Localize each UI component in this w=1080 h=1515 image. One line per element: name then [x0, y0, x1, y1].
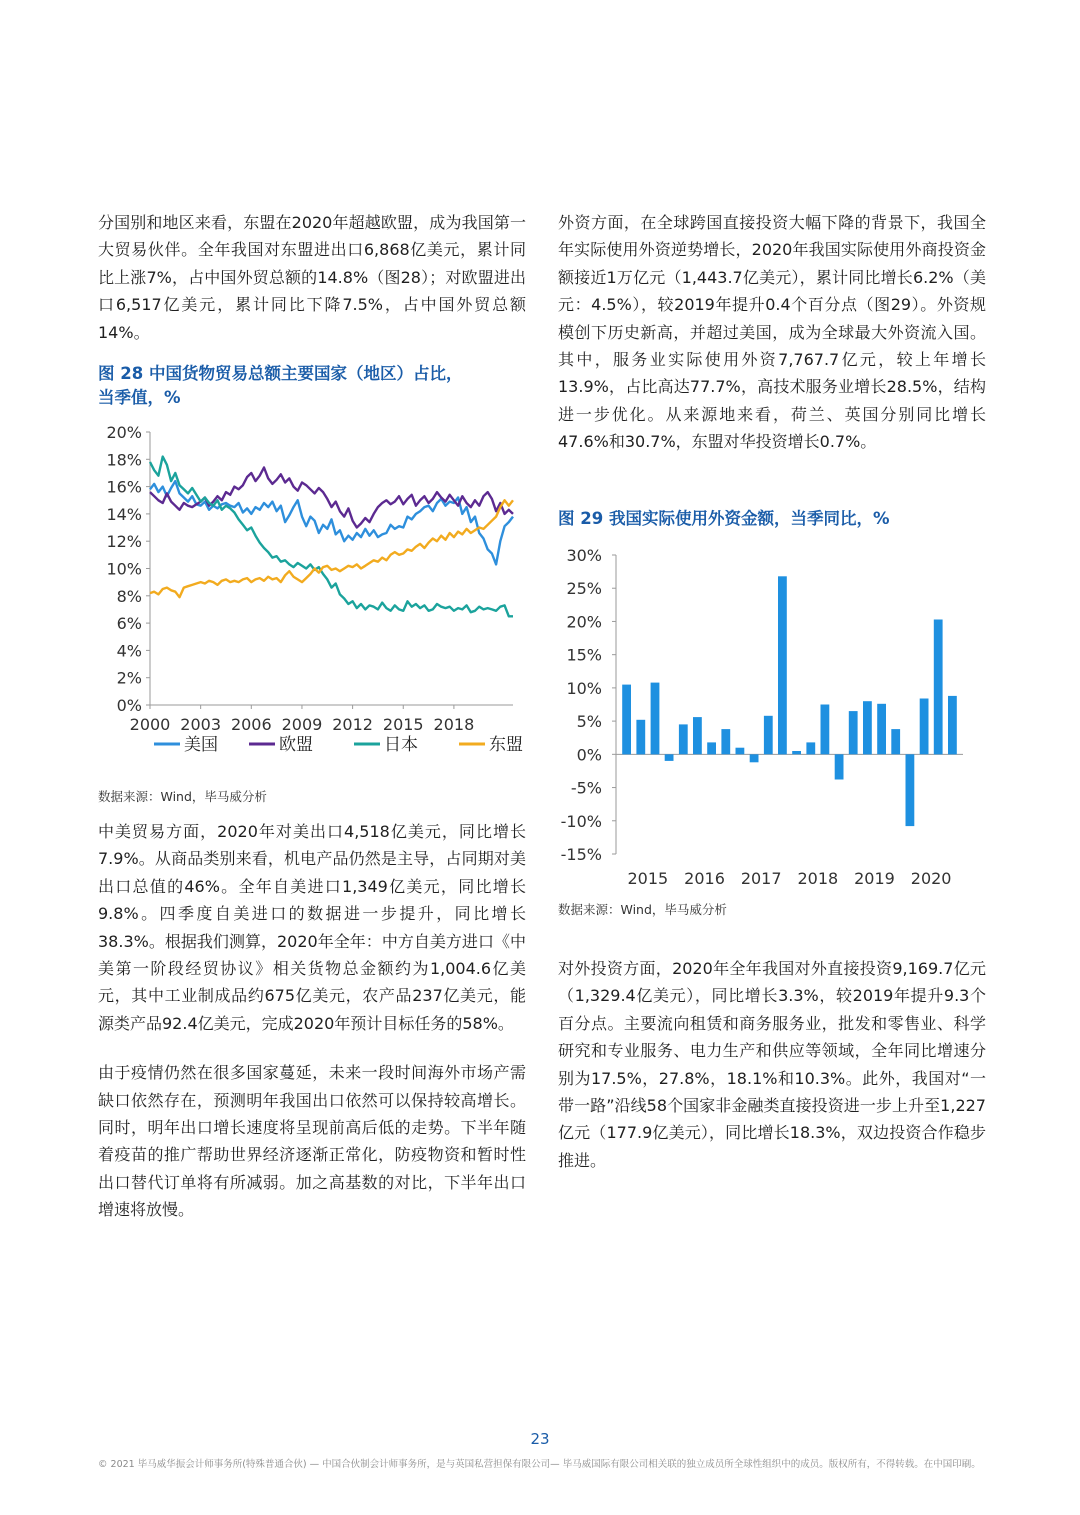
paragraph-outbound-investment: 对外投资方面，2020年全年我国对外直接投资9,169.7亿元（1,329.4亿美元），同比增长3.3%，较2019年提升9.3个百分点。主要流向租赁和商务服务业，批发和零售业、科学研究和专业服务、电力生产和供应等领域，全年同比增速分别为17.5%，27.8%，18.1%和10.3%。此外，我国对“一带一路”沿线58个国家非金融类直接投资进一步上升至1,227亿元（177.9亿美元），同比增长18.3%，双边投资合作稳步推进。 [558, 959, 986, 1170]
bar-2016Q1 [679, 724, 688, 754]
bar-2015Q1 [622, 685, 631, 755]
bar-2020Q3 [934, 620, 943, 755]
left-column-lower [98, 818, 526, 1224]
page-number: 23 [530, 1430, 550, 1448]
x-tick-label: 2019 [854, 869, 895, 888]
x-tick-label: 2016 [684, 869, 725, 888]
figure-29-title: 图 29 我国实际使用外资金额，当季同比，% [558, 509, 890, 528]
x-tick-label: 2009 [281, 715, 323, 734]
x-tick-label: 2018 [797, 869, 839, 888]
y-tick-label: 4% [116, 641, 142, 661]
figure-28-title [98, 362, 528, 410]
y-tick-label: 0% [116, 696, 142, 715]
legend-label-0: 美国 [184, 735, 218, 755]
figure-28-title-line1: 图 28 中国货物贸易总额主要国家（地区）占比， [98, 364, 463, 383]
bar-2019Q4 [891, 729, 900, 754]
legend-label-2: 日本 [384, 735, 418, 755]
y-tick-label: 30% [566, 546, 602, 565]
bar-2019Q1 [849, 711, 858, 754]
bar-2016Q4 [721, 729, 730, 754]
figure-28-line-chart [98, 420, 538, 770]
right-column [558, 209, 986, 456]
x-tick-label: 2017 [740, 869, 782, 888]
series-line-0 [150, 481, 513, 564]
paragraph-foreign-investment: 外资方面，在全球跨国直接投资大幅下降的背景下，我国全年实际使用外资逆势增长，2020年我国实际使用外商投资金额接近1万亿元（1,443.7亿美元），累计同比增长6.2%（美元：4.5%），较2019年提升0.4个百分点（图29）。外资规模创下历史新高，并超过美国，成为全球最大外资流入国。其中，服务业实际使用外资7,767.7亿元，较上年增长13.9%，占比高达77.7%，高技术服务业增长28.5%，结构进一步优化。从来源地来看，荷兰、英国分别同比增长47.6%和30.7%，东盟对华投资增长0.7%。 [558, 213, 986, 452]
figure-28-title-line2: 当季值，% [98, 388, 181, 407]
y-tick-label: 12% [106, 532, 142, 552]
y-tick-label: 14% [106, 504, 142, 524]
legend-label-3: 东盟 [489, 735, 523, 755]
left-column [98, 209, 526, 346]
bar-2015Q2 [636, 720, 645, 755]
bar-2018Q3 [821, 705, 830, 755]
bar-2020Q4 [948, 696, 957, 755]
y-tick-label: 10% [106, 559, 142, 579]
series-line-2 [150, 457, 513, 617]
y-tick-label: 6% [116, 614, 142, 634]
right-column-lower [558, 955, 986, 1174]
x-tick-label: 2006 [230, 715, 272, 734]
bar-2015Q4 [665, 754, 674, 761]
bar-2018Q4 [835, 754, 844, 779]
y-tick-label: 16% [106, 477, 142, 497]
figure-29-bar-chart [558, 545, 978, 895]
legend-label-1: 欧盟 [279, 735, 313, 755]
bar-2019Q2 [863, 701, 872, 754]
bar-2019Q3 [877, 704, 886, 755]
y-tick-label: 25% [566, 579, 602, 599]
figure-28-source: 数据来源：Wind，毕马威分析 [98, 789, 267, 804]
y-tick-label: -10% [560, 811, 602, 831]
bar-2017Q3 [764, 716, 773, 755]
paragraph-export-outlook: 由于疫情仍然在很多国家蔓延，未来一段时间海外市场产需缺口依然存在，预测明年我国出口依然可以保持较高增长。同时，明年出口增长速度将呈现前高后低的走势。下半年随着疫苗的推广帮助世界经济逐渐正常化，防疫物资和暂时性出口替代订单将有所减弱。加之高基数的对比，下半年出口增速将放慢。 [98, 1063, 526, 1220]
bar-2017Q4 [778, 576, 787, 754]
bar-2020Q1 [906, 754, 915, 826]
bar-2020Q2 [920, 699, 929, 755]
y-tick-label: 2% [116, 668, 142, 688]
x-tick-label: 2012 [332, 715, 373, 734]
y-tick-label: 5% [576, 712, 602, 732]
y-tick-label: 20% [566, 612, 602, 632]
bar-2017Q1 [736, 748, 745, 755]
y-tick-label: 15% [566, 645, 602, 665]
bar-2017Q2 [750, 754, 759, 762]
x-tick-label: 2020 [910, 869, 952, 888]
bar-2018Q2 [806, 742, 815, 754]
y-tick-label: -5% [570, 778, 602, 798]
y-tick-label: 18% [106, 450, 142, 470]
bar-2016Q3 [707, 742, 716, 754]
bar-2016Q2 [693, 717, 702, 754]
y-tick-label: 20% [106, 423, 142, 442]
y-tick-label: 8% [116, 586, 142, 606]
x-tick-label: 2015 [627, 869, 669, 888]
x-tick-label: 2018 [433, 715, 475, 734]
paragraph-us-trade: 中美贸易方面，2020年对美出口4,518亿美元，同比增长7.9%。从商品类别来看，机电产品仍然是主导，占同期对美出口总值的46%。全年自美进口1,349亿美元，同比增长9.8%。四季度自美进口的数据进一步提升，同比增长38.3%。根据我们测算，2020年全年：中方自美方进口《中美第一阶段经贸协议》相关货物总金额约为1,004.6亿美元，其中工业制成品约675亿美元，农产品237亿美元，能源类产品92.4亿美元，完成2020年预计目标任务的58%。 [98, 822, 526, 1033]
bar-2015Q3 [651, 683, 660, 755]
y-tick-label: 10% [566, 678, 602, 698]
copyright-footer: © 2021 毕马威华振会计师事务所(特殊普通合伙) — 中国合伙制会计师事务所，是与英国私营担保有限公司— 毕马威国际有限公司相关联的独立成员所全球性组织中的成员。版权所有，不得转载。在中国印刷。 [98, 1459, 981, 1470]
y-tick-label: -15% [560, 845, 602, 864]
bar-2018Q1 [792, 751, 801, 754]
x-tick-label: 2003 [180, 715, 222, 734]
series-line-3 [150, 500, 513, 597]
x-tick-label: 2000 [129, 715, 171, 734]
y-tick-label: 0% [576, 745, 602, 765]
paragraph-trade-partners: 分国别和地区来看，东盟在2020年超越欧盟，成为我国第一大贸易伙伴。全年我国对东盟进出口6,868亿美元，累计同比上涨7%，占中国外贸总额的14.8%（图28）；对欧盟进出口6,517亿美元，累计同比下降7.5%，占中国外贸总额14%。 [98, 213, 526, 342]
x-tick-label: 2015 [382, 715, 424, 734]
figure-29-source: 数据来源：Wind，毕马威分析 [558, 902, 727, 917]
